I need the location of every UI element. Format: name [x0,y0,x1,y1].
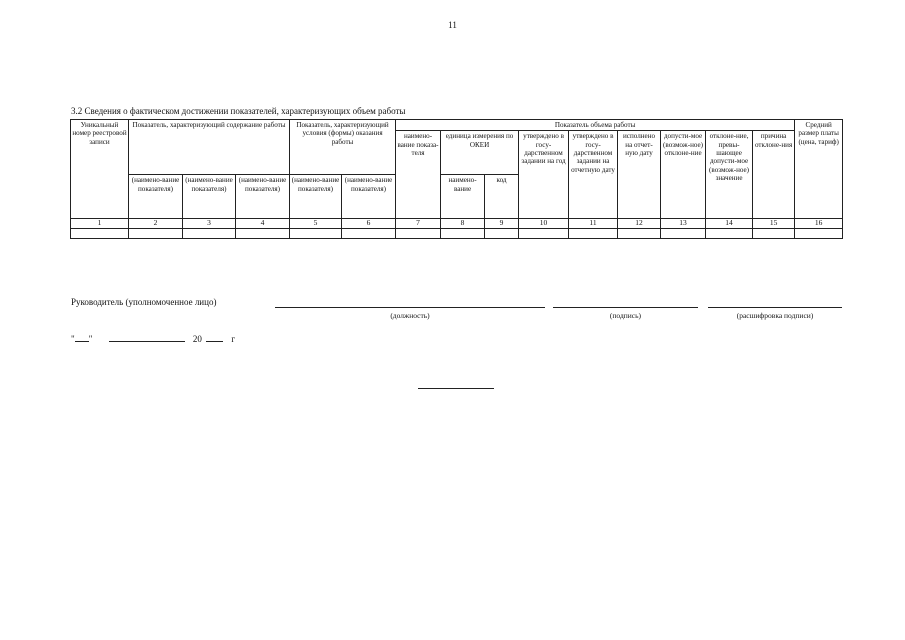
date-quote-close: " [88,334,93,344]
signature-label: Руководитель (уполномоченное лицо) [71,297,217,307]
data-cell[interactable] [569,229,618,239]
data-cell[interactable] [129,229,183,239]
data-cell[interactable] [618,229,661,239]
data-cell[interactable] [236,229,290,239]
column-number: 8 [441,219,485,229]
position-line[interactable] [275,307,545,308]
data-cell[interactable] [441,229,485,239]
column-number: 15 [753,219,795,229]
header-unit-code: код [485,175,519,219]
header-approved-date: утверждено в госу-дарственном задании на отчетную дату [569,131,618,219]
data-cell[interactable] [753,229,795,239]
day-field[interactable] [75,332,89,342]
decode-line[interactable] [708,307,842,308]
header-content-indicator: Показатель, характеризующий содержание работы [129,120,290,175]
header-exceeding-deviation: отклоне-ние, превы-шающее допусти-мое (возмож-ное) значение [706,131,753,219]
year-field[interactable] [206,332,223,342]
empty-data-row [71,229,843,239]
column-number-row [71,219,843,229]
header-unique-number: Уникальный номер реестровой записи [71,120,129,219]
column-number: 2 [129,219,183,229]
column-number: 14 [706,219,753,229]
year-prefix: 20 [192,334,202,344]
data-cell[interactable] [183,229,236,239]
header-deviation-reason: причина отклоне-ния [753,131,795,219]
signature-line[interactable] [553,307,698,308]
column-number: 11 [569,219,618,229]
data-cell[interactable] [396,229,441,239]
column-number: 5 [290,219,342,229]
position-caption: (должность) [390,311,430,320]
column-number: 9 [485,219,519,229]
header-conditions-indicator: Показатель, характеризующий условия (формы) оказания работы [290,120,396,175]
header-unit-name: наимено-вание [441,175,485,219]
data-cell[interactable] [795,229,843,239]
data-cell[interactable] [342,229,396,239]
data-cell[interactable] [706,229,753,239]
page-number: 11 [448,20,457,30]
header-executed: исполнено на отчет-ную дату [618,131,661,219]
header-allowed-deviation: допусти-мое (возмож-ное) отклоне-ние [661,131,706,219]
column-number: 7 [396,219,441,229]
work-volume-table [70,119,843,239]
year-suffix: г [231,334,236,344]
indicator-name-cell: (наимено-вание показателя) [290,175,342,219]
header-approved-year: утверждено в госу-дарственном задании на год [519,131,569,219]
indicator-name-cell: (наимено-вание показателя) [129,175,183,219]
section-title: 3.2 Сведения о фактическом достижении показателей, характеризующих объем работы [71,106,406,116]
column-number: 1 [71,219,129,229]
data-cell[interactable] [519,229,569,239]
column-number: 13 [661,219,706,229]
date-row [71,332,235,344]
data-cell[interactable] [485,229,519,239]
column-number: 3 [183,219,236,229]
header-unit-okei: единица измерения по ОКЕИ [441,131,519,175]
data-cell[interactable] [290,229,342,239]
column-number: 4 [236,219,290,229]
column-number: 16 [795,219,843,229]
column-number: 6 [342,219,396,229]
indicator-name-cell: (наимено-вание показателя) [183,175,236,219]
header-indicator-name: наимено-вание показа-теля [396,131,441,219]
data-cell[interactable] [71,229,129,239]
decode-caption: (расшифровка подписи) [736,311,814,320]
month-field[interactable] [109,332,185,342]
indicator-name-cell: (наимено-вание показателя) [236,175,290,219]
indicator-name-cell: (наимено-вание показателя) [342,175,396,219]
data-cell[interactable] [661,229,706,239]
signature-caption: (подпись) [609,311,642,320]
date-quote-open: " [71,334,75,344]
column-number: 12 [618,219,661,229]
header-volume-indicator: Показатель объема работы [396,120,795,131]
footnote-separator [418,388,494,389]
column-number: 10 [519,219,569,229]
header-average-fee: Средний размер платы (цена, тариф) [795,120,843,219]
